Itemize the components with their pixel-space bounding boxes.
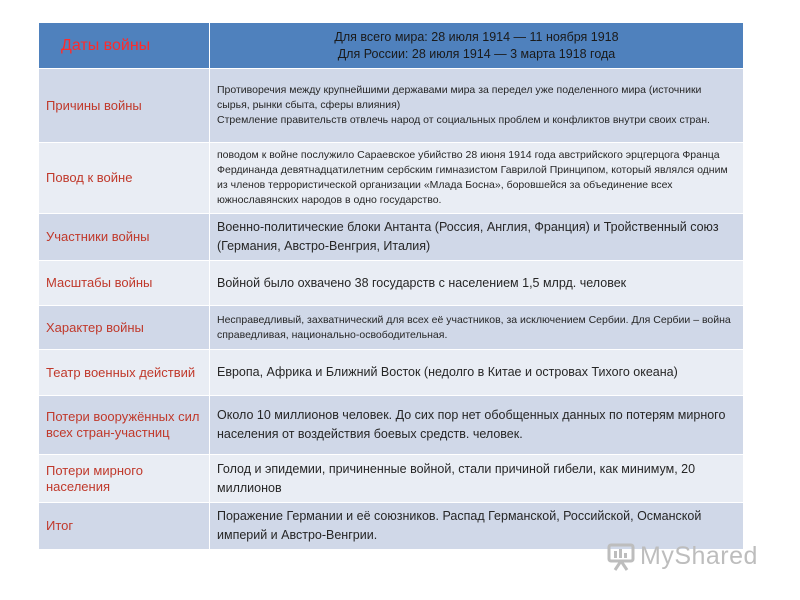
row-label-civilian-losses: Потери мирного населения xyxy=(39,455,210,503)
row-label-military-losses: Потери вооружённых сил всех стран-участниц xyxy=(39,396,210,455)
row-text-civilian-losses: Голод и эпидемии, причиненные войной, стали причиной гибели, как минимум, 20 миллионов xyxy=(210,455,744,503)
row-label-theater: Театр военных действий xyxy=(39,350,210,396)
header-dates xyxy=(210,23,744,69)
table-row xyxy=(39,350,744,396)
row-label-causes: Причины войны xyxy=(39,69,210,143)
watermark xyxy=(606,538,766,574)
table-row xyxy=(39,396,744,455)
row-label-result: Итог xyxy=(39,503,210,550)
table-row xyxy=(39,143,744,214)
header-label: Даты войны xyxy=(39,23,210,69)
table-row xyxy=(39,69,744,143)
table-row xyxy=(39,261,744,306)
watermark-text: MyShared xyxy=(640,541,758,570)
row-text-scale: Войной было охвачено 38 государств с населением 1,5 млрд. человек xyxy=(210,261,744,306)
row-label-character: Характер войны xyxy=(39,306,210,350)
dates-russia: Для России: 28 июля 1914 — 3 марта 1918 года xyxy=(337,46,616,61)
row-text-causes xyxy=(210,69,744,143)
row-label-participants: Участники войны xyxy=(39,214,210,261)
table-row xyxy=(39,306,744,350)
causes-line-2: Стремление правительств отвлечь народ от социальных проблем и конфликтов внутри своих стран. xyxy=(217,114,710,126)
header-row xyxy=(39,23,744,69)
row-label-pretext: Повод к войне xyxy=(39,143,210,214)
row-text-military-losses: Около 10 миллионов человек. До сих пор нет обобщенных данных по потерям мирного населения от воздействия боевых средств. человек. xyxy=(210,396,744,455)
row-text-pretext: поводом к войне послужило Сараевское убийство 28 июня 1914 года австрийского эрцгерцога Франца Фердинанда девятнадцатилетним сербским гимназистом Гаврилой Принципом, который являлся одним из членов террористической организации «Млада Босна», боровшейся за объединение всех южнославянских народов в одно государство. xyxy=(210,143,744,214)
row-text-character: Несправедливый, захватнический для всех её участников, за исключением Сербии. Для Сербии – война справедливая, национально-освободительная. xyxy=(210,306,744,350)
row-label-scale: Масштабы войны xyxy=(39,261,210,306)
row-text-result: Поражение Германии и её союзников. Распад Германской, Российской, Османской империй и Австро-Венгрии. xyxy=(210,503,744,550)
causes-line-1: Противоречия между крупнейшими державами мира за передел уже поделенного мира (источники сырья, рынки сбыта, сферы влияния) xyxy=(217,84,702,111)
presentation-board-icon xyxy=(606,541,636,571)
row-text-participants: Военно-политические блоки Антанта (Россия, Англия, Франция) и Тройственный союз (Германия, Австро-Венгрия, Италия) xyxy=(210,214,744,261)
war-table xyxy=(38,22,744,550)
row-text-theater: Европа, Африка и Ближний Восток (недолго в Китае и островах Тихого океана) xyxy=(210,350,744,396)
table-row xyxy=(39,455,744,503)
dates-world: Для всего мира: 28 июля 1914 — 11 ноября 1918 xyxy=(334,29,619,44)
table-row xyxy=(39,214,744,261)
